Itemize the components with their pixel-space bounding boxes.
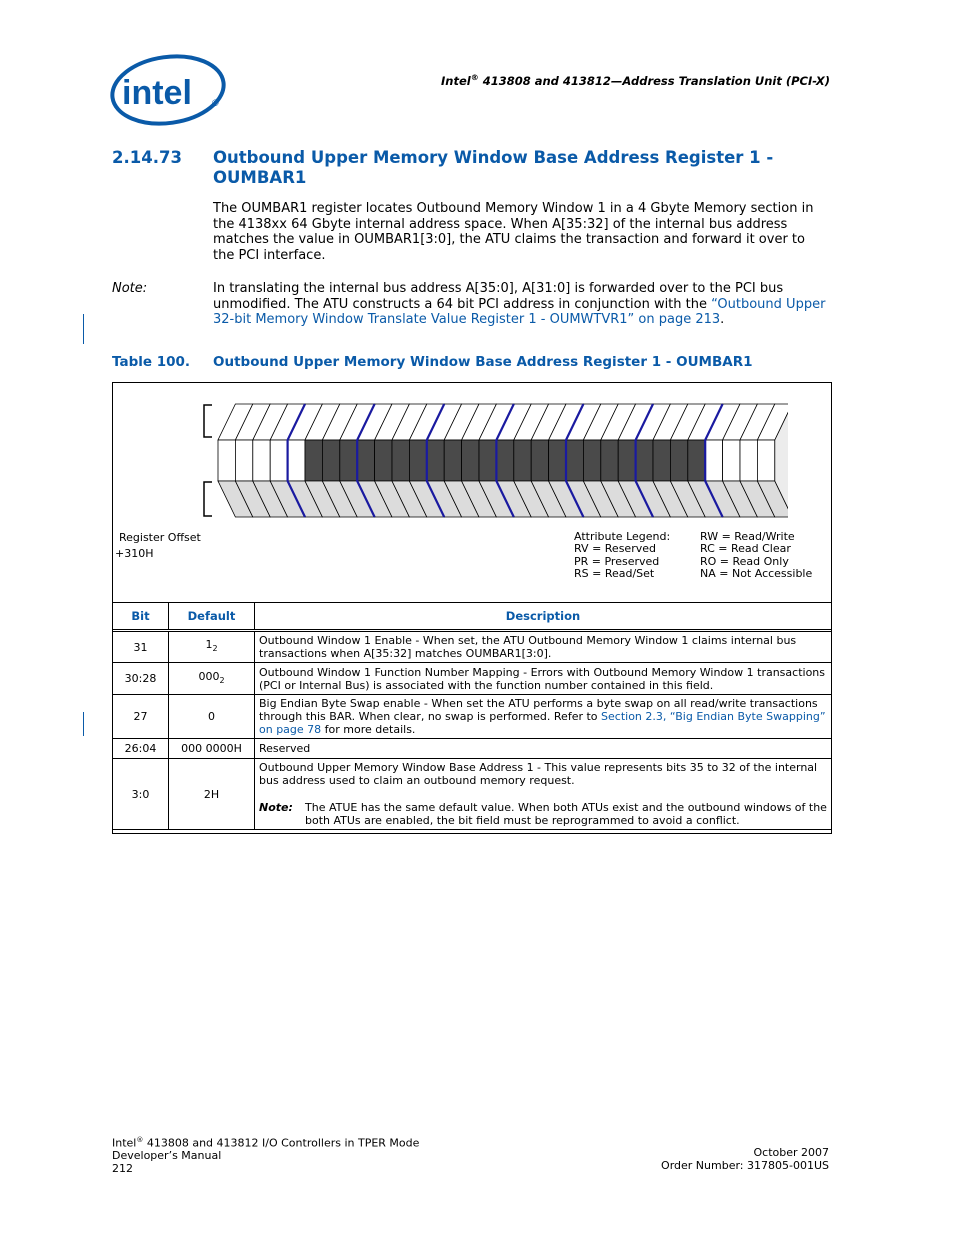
legend-item: RW = Read/Write <box>700 530 795 543</box>
register-offset-label: Register Offset <box>119 531 201 544</box>
bit-cell: 31 <box>113 631 169 663</box>
legend-item: RO = Read Only <box>700 554 789 568</box>
upper-bracket <box>204 405 212 437</box>
column-header-default: Default <box>169 603 255 631</box>
bit-cell <box>740 440 757 481</box>
bit-cell <box>601 440 618 481</box>
description-cell: Outbound Window 1 Enable - When set, the ATU Outbound Memory Window 1 claims internal bus transactions when A[35:32] matches OUMBAR1[3:0]. <box>255 631 832 663</box>
header-title: 413808 and 413812—Address Translation Unit (PCI-X) <box>478 73 830 88</box>
table-number: Table 100. <box>112 354 191 370</box>
bit-cell <box>357 440 374 481</box>
bit-cell <box>688 440 705 481</box>
default-cell <box>169 663 255 695</box>
description-text: Outbound Upper Memory Window Base Address 1 - This value represents bits 35 to 32 of the internal bus address used to claim an outbound memory request. <box>259 761 818 787</box>
bit-cell <box>653 440 670 481</box>
default-cell <box>169 631 255 663</box>
legend-item: RC = Read Clear <box>700 542 791 556</box>
note-label: Note: <box>112 281 148 296</box>
footer-date: October 2007 <box>753 1146 829 1159</box>
intro-paragraph: The OUMBAR1 register locates Outbound Memory Window 1 in a 4 Gbyte Memory section in the 4138xx 64 Gbyte internal address space. When A[35:32] of the internal bus address matches the value in OUMBAR1[3:0], the ATU claims the transaction and forward it over to the PCI interface. <box>213 201 814 263</box>
footer-manual: Developer’s Manual <box>112 1149 222 1163</box>
footer-order-number: Order Number: 317805-001US <box>661 1158 829 1172</box>
table-row <box>113 663 832 695</box>
register-table <box>112 602 832 830</box>
register-offset-value: +310H <box>115 547 154 560</box>
default-value: 000 <box>198 669 220 683</box>
bit-cell <box>479 440 496 481</box>
change-bar <box>83 712 84 736</box>
bit-cell <box>462 440 479 481</box>
bit-cell <box>235 440 252 481</box>
attribute-legend <box>574 531 670 580</box>
footer-line1 <box>112 1134 419 1150</box>
bit-cell <box>253 440 270 481</box>
note-end: . <box>720 312 725 327</box>
bit-cell <box>583 440 600 481</box>
bit-cell <box>288 440 305 481</box>
legend-item: NA = Not Accessible <box>700 566 813 580</box>
bit-cell: 3:0 <box>113 759 169 830</box>
default-value: 1 <box>205 638 213 652</box>
description-cell <box>255 759 832 830</box>
bit-cell <box>427 440 444 481</box>
lower-bracket <box>204 482 212 516</box>
footer-right <box>600 1147 829 1172</box>
note-paragraph <box>213 281 828 328</box>
intel-logo-icon <box>108 48 228 128</box>
footer-left <box>112 1134 419 1175</box>
section-number: 2.14.73 <box>112 148 182 167</box>
table-row <box>113 739 832 759</box>
bit-cell <box>305 440 322 481</box>
bit-cell <box>218 440 235 481</box>
column-header-bit: Bit <box>113 603 169 631</box>
page-number: 212 <box>112 1161 133 1175</box>
bit-diagram <box>198 400 788 522</box>
bit-cell <box>444 440 461 481</box>
description-cell: Outbound Window 1 Function Number Mapping - Errors with Outbound Memory Window 1 transactions (PCI or Internal Bus) is associated with the function number contained in this field. <box>255 663 832 695</box>
bit-cell <box>670 440 687 481</box>
bit-cell <box>723 440 740 481</box>
attribute-legend-right <box>700 531 812 580</box>
bit-cell <box>496 440 513 481</box>
table-caption: Outbound Upper Memory Window Base Address Register 1 - OUMBAR1 <box>213 354 753 370</box>
default-cell: 000 0000H <box>169 739 255 759</box>
bit-cell <box>514 440 531 481</box>
legend-item: RV = Reserved <box>574 542 656 556</box>
note-text: In translating the internal bus address A[35:0], A[31:0] is forwarded over to the PCI bus unmodified. The ATU constructs a 64 bit PCI address in conjunction with the <box>213 281 784 312</box>
bit-cell <box>392 440 409 481</box>
bit-cell <box>531 440 548 481</box>
cell-note-text: The ATUE has the same default value. When both ATUs exist and the outbound windows of the both ATUs are enabled, the bit field must be reprogrammed to avoid a conflict. <box>305 801 827 827</box>
bit-cell: 27 <box>113 695 169 739</box>
column-header-description: Description <box>255 603 832 631</box>
footer-brand: Intel <box>112 1136 137 1150</box>
table-row <box>113 631 832 663</box>
default-cell: 0 <box>169 695 255 739</box>
logo-text: intel <box>122 74 192 112</box>
section-title: Outbound Upper Memory Window Base Address Register 1 - OUMBAR1 <box>213 148 774 187</box>
bit-cell <box>636 440 653 481</box>
bit-cell <box>375 440 392 481</box>
header-reg-mark: ® <box>470 73 479 82</box>
intel-logo <box>108 48 228 128</box>
header-brand: Intel <box>441 73 471 88</box>
note-link[interactable]: “Outbound Upper 32-bit Memory Window Translate Value Register 1 - OUMWTVR1” on page 213 <box>213 296 826 327</box>
section-link[interactable]: Section 2.3, “Big Endian Byte Swapping” on page 78 <box>259 710 826 736</box>
bit-cell <box>409 440 426 481</box>
bit-cell <box>705 440 722 481</box>
bit-cell <box>566 440 583 481</box>
description-cell <box>255 695 832 739</box>
table-header-row <box>113 603 832 631</box>
bit-cell: 26:04 <box>113 739 169 759</box>
table-title <box>112 354 753 370</box>
legend-title: Attribute Legend: <box>574 530 671 543</box>
cell-note-label: Note: <box>259 801 293 814</box>
bit-cell <box>618 440 635 481</box>
description-text: Big Endian Byte Swap enable - When set the ATU performs a byte swap on all read/write transactions through this BAR. When clear, no swap is performed. Refer to <box>259 697 818 723</box>
running-header <box>420 73 830 88</box>
bit-cell <box>340 440 357 481</box>
table-row <box>113 759 832 830</box>
change-bar <box>83 314 84 344</box>
footer-title: 413808 and 413812 I/O Controllers in TPER Mode <box>143 1136 420 1150</box>
bit-cell: 30:28 <box>113 663 169 695</box>
bit-cell <box>322 440 339 481</box>
default-subscript: 2 <box>219 676 225 686</box>
legend-item: PR = Preserved <box>574 554 660 568</box>
cell-note <box>259 801 827 827</box>
description-text: for more details. <box>321 723 416 736</box>
default-subscript: 2 <box>212 644 218 654</box>
logo-registered-mark: ® <box>212 98 219 108</box>
bit-cell <box>757 440 774 481</box>
description-cell: Reserved <box>255 739 832 759</box>
default-cell: 2H <box>169 759 255 830</box>
footer-reg-mark: ® <box>136 1136 144 1144</box>
table-row <box>113 695 832 739</box>
legend-item: RS = Read/Set <box>574 566 655 580</box>
bit-cell <box>270 440 287 481</box>
bit-cell <box>549 440 566 481</box>
